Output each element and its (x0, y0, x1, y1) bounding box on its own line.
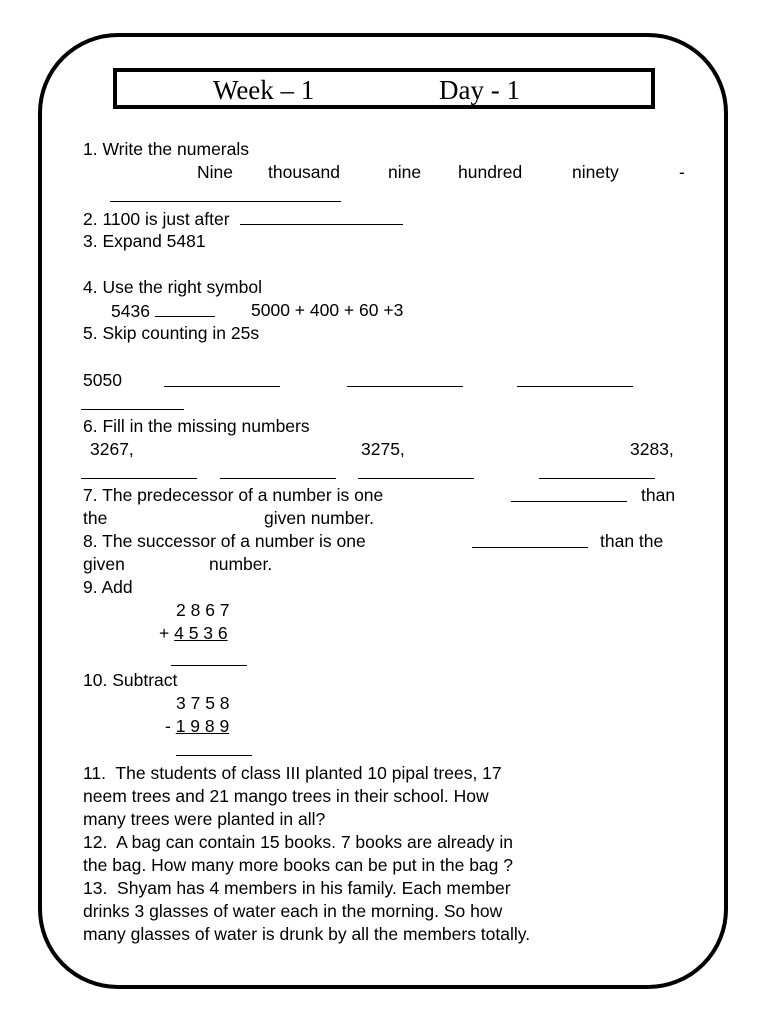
q5-answer-blank[interactable] (517, 369, 633, 387)
q7-text: given number. (264, 508, 374, 528)
q13-line: 13. Shyam has 4 members in his family. Each member (83, 878, 511, 898)
q3-text: 3. Expand 5481 (83, 231, 206, 251)
q6-answer-blank[interactable] (220, 461, 336, 479)
q1-answer-blank[interactable] (110, 184, 341, 202)
q6-number: 3267, (90, 439, 134, 459)
q10-sign: - (165, 716, 171, 736)
q11-line: many trees were planted in all? (83, 809, 326, 829)
q5-start: 5050 (83, 370, 122, 390)
q6-number: 3275, (361, 439, 405, 459)
q10-top-number: 3 7 5 8 (176, 693, 230, 713)
title-box (113, 68, 655, 109)
q4-right: 5000 + 400 + 60 +3 (251, 300, 404, 320)
day-title: Day - 1 (439, 75, 520, 105)
q5-answer-blank[interactable] (81, 392, 184, 410)
q7-text: the (83, 508, 108, 528)
q1-word: hundred (458, 162, 523, 182)
q11-line: 11. The students of class III planted 10 pipal trees, 17 (83, 763, 502, 783)
q5-label: 5. Skip counting in 25s (83, 323, 260, 343)
q6-answer-blank[interactable] (539, 461, 655, 479)
q4-left: 5436 (111, 301, 150, 321)
q7-text: 7. The predecessor of a number is one (83, 485, 384, 505)
q9-label: 9. Add (83, 577, 133, 597)
q5-answer-blank[interactable] (347, 369, 463, 387)
q6-answer-blank[interactable] (358, 461, 474, 479)
q9-bottom-number: 4 5 3 6 (174, 623, 228, 643)
q6-number: 3283, (630, 439, 674, 459)
q5-answer-blank[interactable] (164, 369, 280, 387)
q10-answer-blank[interactable] (176, 738, 252, 756)
q1-word: ninety (572, 162, 619, 182)
q8-text: number. (209, 554, 273, 574)
q9-sign: + (159, 623, 170, 643)
q8-answer-blank[interactable] (472, 530, 588, 548)
q2-answer-blank[interactable] (240, 207, 403, 225)
q12-line: 12. A bag can contain 15 books. 7 books are already in (83, 832, 514, 852)
q1-word: Nine (197, 162, 233, 182)
q12-line: the bag. How many more books can be put in the bag ? (83, 855, 513, 875)
q8-text: 8. The successor of a number is one (83, 531, 366, 551)
q2-text: 2. 1100 is just after (83, 209, 230, 229)
q8-text: given (83, 554, 125, 574)
q1-label: 1. Write the numerals (83, 139, 249, 159)
q10-bottom-number: 1 9 8 9 (175, 716, 230, 736)
q1-word: thousand (268, 162, 341, 182)
q4-symbol-blank[interactable] (155, 299, 215, 317)
q6-answer-blank[interactable] (81, 461, 197, 479)
q9-top-number: 2 8 6 7 (176, 600, 230, 620)
q1-word: nine (388, 162, 422, 182)
q4-label: 4. Use the right symbol (83, 277, 262, 297)
q13-line: drinks 3 glasses of water each in the morning. So how (83, 901, 503, 921)
q11-line: neem trees and 21 mango trees in their school. How (83, 786, 489, 806)
q10-label: 10. Subtract (83, 670, 178, 690)
q1-word: - (679, 162, 685, 182)
week-title: Week – 1 (213, 75, 315, 105)
q9-answer-blank[interactable] (171, 648, 247, 666)
q7-text: than (641, 485, 676, 505)
q6-label: 6. Fill in the missing numbers (83, 416, 310, 436)
q7-answer-blank[interactable] (511, 484, 627, 502)
q13-line: many glasses of water is drunk by all the members totally. (83, 924, 531, 944)
q8-text: than the (600, 531, 664, 551)
